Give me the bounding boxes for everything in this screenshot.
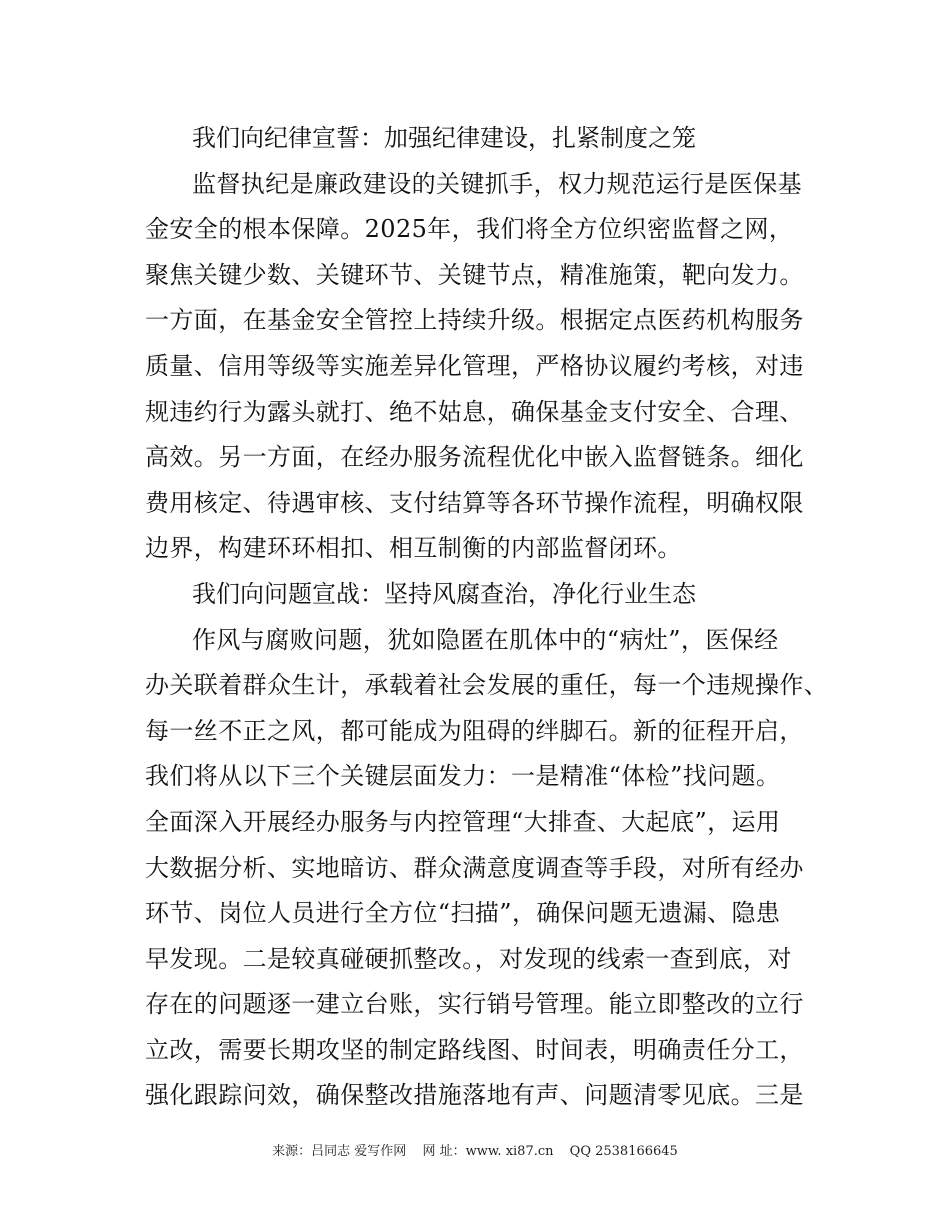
text-line: 办关联着群众生计，承载着社会发展的重任，每一个违规操作、 [145, 671, 829, 700]
text-line: 一方面，在基金安全管控上持续升级。根据定点医药机构服务 [145, 306, 804, 335]
section-heading-discipline: 我们向纪律宣誓：加强纪律建设，扎紧制度之笼 [192, 124, 696, 152]
text-line: 规违约行为露头就打、绝不姑息，确保基金支付安全、合理、 [145, 397, 804, 426]
paragraph-rectification [145, 618, 829, 1120]
footer-website: 网 址：www. xi87.cn [422, 1144, 554, 1159]
text-line: 大数据分析、实地暗访、群众满意度调查等手段，对所有经办 [145, 853, 804, 882]
text-line: 存在的问题逐一建立台账，实行销号管理。能立即整改的立行 [145, 990, 804, 1019]
text-line: 每一丝不正之风，都可能成为阻碍的绊脚石。新的征程开启， [145, 716, 804, 745]
text-line: 聚焦关键少数、关键环节、关键节点，精准施策，靶向发力。 [145, 260, 804, 289]
text-line: 作风与腐败问题，犹如隐匿在肌体中的“病灶”，医保经 [192, 625, 779, 654]
text-line: 高效。另一方面，在经办服务流程优化中嵌入监督链条。细化 [145, 443, 804, 472]
footer-qq: QQ 2538166645 [569, 1144, 678, 1159]
page-footer [0, 1140, 950, 1159]
paragraph-supervision [145, 162, 825, 572]
text-line: 监督执纪是廉政建设的关键抓手，权力规范运行是医保基 [192, 169, 802, 198]
text-line: 费用核定、待遇审核、支付结算等各环节操作流程，明确权限 [145, 488, 804, 517]
text-line: 边界，构建环环相扣、相互制衡的内部监督闭环。 [145, 534, 682, 563]
text-line: 环节、岗位人员进行全方位“扫描”，确保问题无遗漏、隐患 [145, 899, 781, 928]
section-heading-problems: 我们向问题宣战：坚持风腐查治，净化行业生态 [192, 579, 696, 608]
text-line: 早发现。二是较真碰硬抓整改。，对发现的线索一查到底，对 [145, 944, 792, 973]
text-line: 强化跟踪问效，确保整改措施落地有声、问题清零见底。三是 [145, 1081, 804, 1110]
text-line: 金安全的根本保障。2025年，我们将全方位织密监督之网， [145, 215, 794, 244]
document-body [145, 116, 829, 1119]
text-line: 质量、信用等级等实施差异化管理，严格协议履约考核，对违 [145, 351, 804, 380]
text-line: 我们将从以下三个关键层面发力：一是精准“体检”找问题。 [145, 762, 781, 791]
text-line: 立改，需要长期攻坚的制定路线图、时间表，明确责任分工， [145, 1035, 804, 1064]
footer-source: 来源：吕同志 爱写作网 [272, 1144, 407, 1159]
text-line: 全面深入开展经办服务与内控管理“大排查、大起底”，运用 [145, 807, 781, 836]
